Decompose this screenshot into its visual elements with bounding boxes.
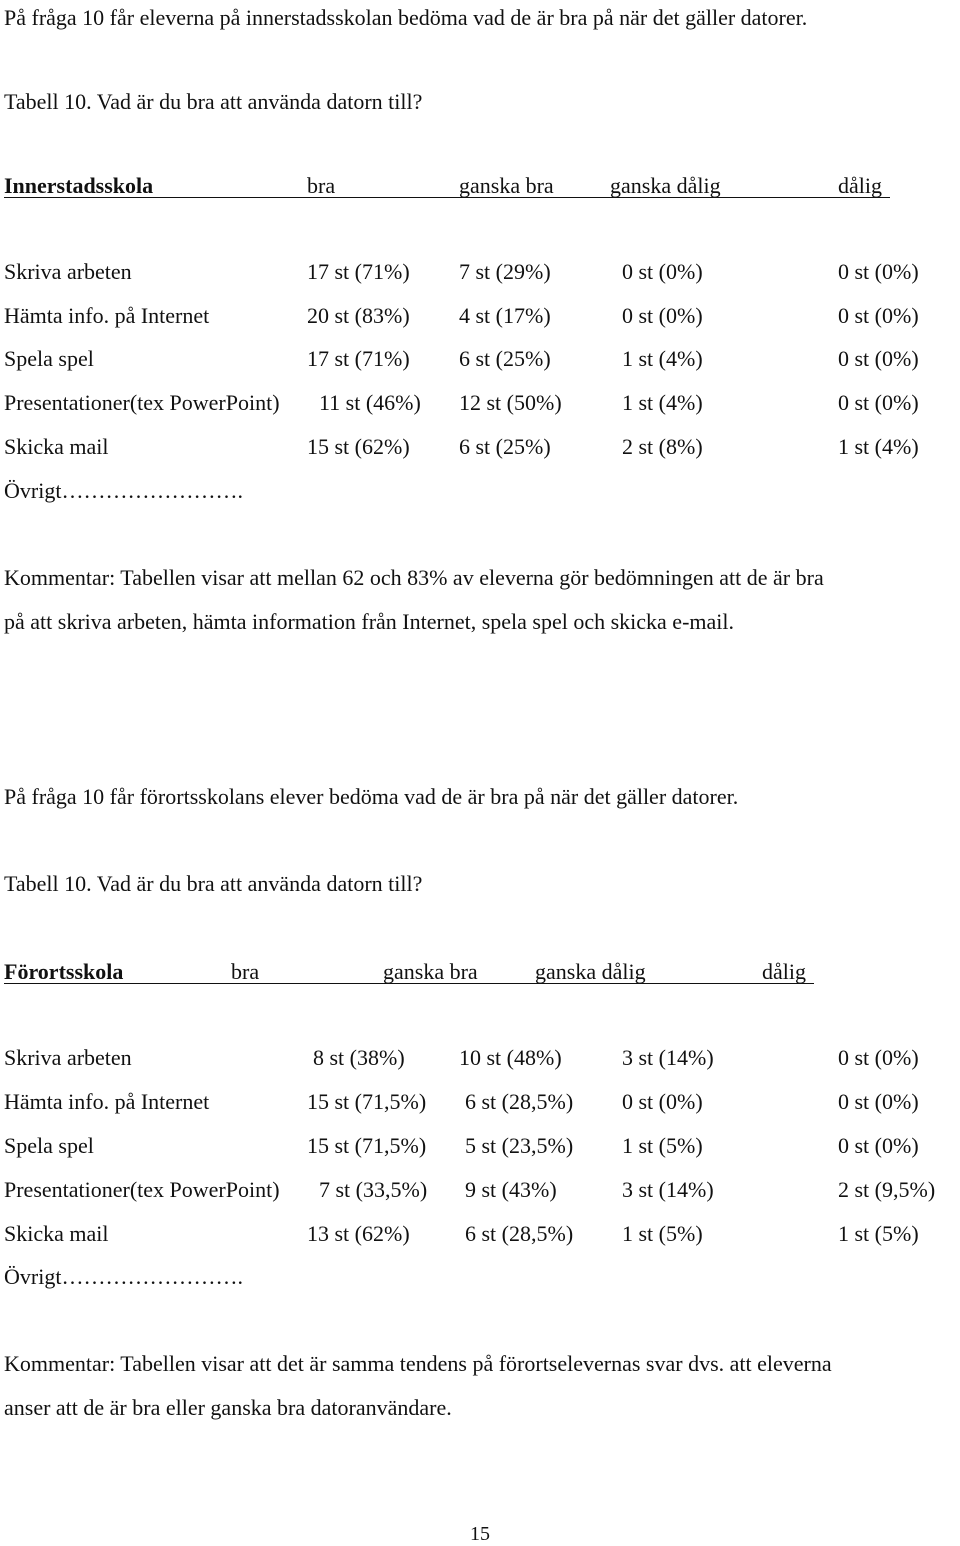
comment-line-1: Kommentar: Tabellen visar att det är samma tendens på förortselevernas svar dvs. att eleverna [4, 1351, 832, 1376]
table-cell: 1 st (4%) [622, 390, 703, 415]
table-cell: 5 st (23,5%) [465, 1133, 574, 1158]
comment-line-1: Kommentar: Tabellen visar att mellan 62 och 83% av eleverna gör bedömningen att de är bra [4, 565, 824, 590]
row-label: Skriva arbeten [4, 259, 132, 284]
column-header-bra: bra [307, 173, 336, 198]
table-caption-innerstad: Tabell 10. Vad är du bra att använda datorn till? [4, 89, 423, 114]
table-cell: 2 st (9,5%) [838, 1177, 936, 1202]
table-cell: 9 st (43%) [465, 1177, 557, 1202]
table-cell: 3 st (14%) [622, 1045, 714, 1070]
comment-line-2: anser att de är bra eller ganska bra datoranvändare. [4, 1395, 452, 1420]
table-cell: 17 st (71%) [307, 259, 410, 284]
column-header-dalig: dålig [838, 173, 882, 198]
row-label: Skicka mail [4, 1221, 109, 1246]
column-header-school: Förortsskola [4, 959, 124, 984]
table-cell: 6 st (28,5%) [465, 1221, 574, 1246]
row-label: Presentationer(tex PowerPoint) [4, 1177, 280, 1202]
table-cell: 15 st (62%) [307, 434, 410, 459]
table-cell: 0 st (0%) [838, 390, 919, 415]
table-cell: 17 st (71%) [307, 346, 410, 371]
other-line: Övrigt……………………. [4, 478, 243, 503]
page-number: 15 [470, 1523, 490, 1545]
table-cell: 0 st (0%) [622, 259, 703, 284]
table-cell: 0 st (0%) [838, 259, 919, 284]
table-cell: 6 st (25%) [459, 434, 551, 459]
row-label: Hämta info. på Internet [4, 303, 210, 328]
table-cell: 3 st (14%) [622, 1177, 714, 1202]
table-cell: 8 st (38%) [313, 1045, 405, 1070]
table-caption-fororts: Tabell 10. Vad är du bra att använda datorn till? [4, 871, 423, 896]
intro-fororts: På fråga 10 får förortsskolans elever bedöma vad de är bra på när det gäller datorer. [4, 784, 739, 809]
table-cell: 6 st (28,5%) [465, 1089, 574, 1114]
column-header-school: Innerstadsskola [4, 173, 154, 198]
table-cell: 11 st (46%) [319, 390, 421, 415]
table-cell: 0 st (0%) [838, 1045, 919, 1070]
table-cell: 15 st (71,5%) [307, 1133, 427, 1158]
other-line: Övrigt……………………. [4, 1264, 243, 1289]
table-cell: 2 st (8%) [622, 434, 703, 459]
table-cell: 1 st (5%) [622, 1221, 703, 1246]
table-cell: 0 st (0%) [838, 303, 919, 328]
column-header-dalig: dålig [762, 959, 806, 984]
table-cell: 12 st (50%) [459, 390, 562, 415]
table-cell: 4 st (17%) [459, 303, 551, 328]
table-cell: 1 st (4%) [622, 346, 703, 371]
intro-innerstad: På fråga 10 får eleverna på innerstadsskolan bedöma vad de är bra på när det gäller datorer. [4, 5, 808, 30]
table-cell: 7 st (29%) [459, 259, 551, 284]
table-cell: 1 st (5%) [622, 1133, 703, 1158]
table-cell: 13 st (62%) [307, 1221, 410, 1246]
table-cell: 1 st (5%) [838, 1221, 919, 1246]
column-header-ganska-bra: ganska bra [459, 173, 554, 198]
table-cell: 1 st (4%) [838, 434, 919, 459]
row-label: Skriva arbeten [4, 1045, 132, 1070]
row-label: Skicka mail [4, 434, 109, 459]
column-header-ganska-dalig: ganska dålig [535, 959, 646, 984]
table-cell: 0 st (0%) [622, 303, 703, 328]
table-cell: 0 st (0%) [622, 1089, 703, 1114]
table-cell: 0 st (0%) [838, 1133, 919, 1158]
column-header-ganska-bra: ganska bra [383, 959, 478, 984]
table-cell: 15 st (71,5%) [307, 1089, 427, 1114]
row-label: Hämta info. på Internet [4, 1089, 210, 1114]
table-cell: 7 st (33,5%) [319, 1177, 428, 1202]
row-label: Presentationer(tex PowerPoint) [4, 390, 280, 415]
table-cell: 6 st (25%) [459, 346, 551, 371]
column-header-ganska-dalig: ganska dålig [610, 173, 721, 198]
comment-line-2: på att skriva arbeten, hämta information från Internet, spela spel och skicka e-mail. [4, 609, 734, 634]
column-header-bra: bra [231, 959, 260, 984]
table-cell: 0 st (0%) [838, 1089, 919, 1114]
table-cell: 0 st (0%) [838, 346, 919, 371]
table-cell: 10 st (48%) [459, 1045, 562, 1070]
row-label: Spela spel [4, 1133, 94, 1158]
table-cell: 20 st (83%) [307, 303, 410, 328]
row-label: Spela spel [4, 346, 94, 371]
